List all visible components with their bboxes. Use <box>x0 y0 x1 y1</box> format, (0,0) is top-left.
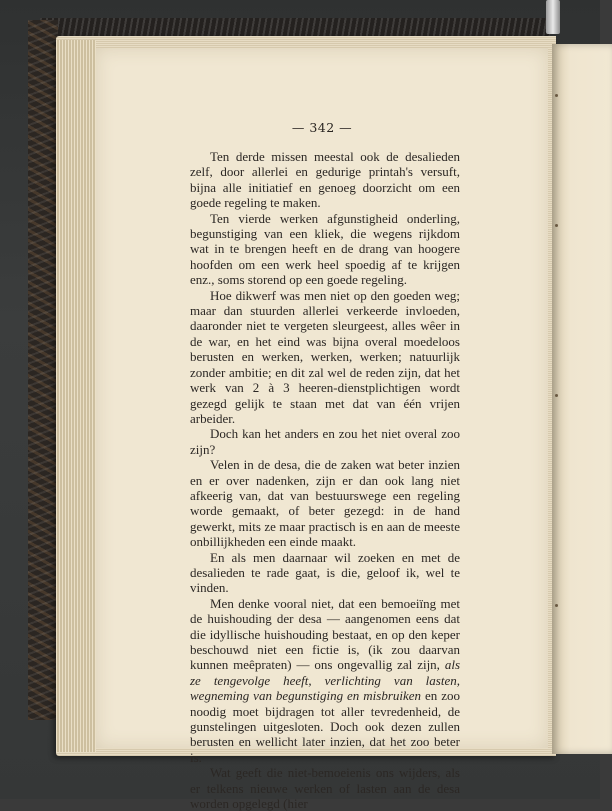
paragraph-italic-text: als ze tengevolge heeft, verlichting van lasten, wegneming van begunstiging en misbruiken <box>190 657 460 704</box>
page-speck <box>555 94 558 97</box>
binder-clip <box>546 0 560 34</box>
paragraph: Ten derde missen meestal ook de desalieden zelf, door allerlei en gedurige printah's versuft, bijna alle initiatief en genoeg doorzicht om een goede regeling te maken. <box>190 149 460 211</box>
paragraph <box>190 596 460 765</box>
book-page <box>96 48 548 811</box>
paragraph-text: en zoo noodig moet bijdragen tot aller tevredenheid, de gunstelingen uitgesloten. Doch ook dezen zullen berusten en wellicht later inzien, dat het zoo beter is. <box>190 688 460 765</box>
paragraph: Hoe dikwerf was men niet op den goeden weg; maar dan stuurden allerlei verkeerde invloeden, daaronder niet te vergeten sleurgeest, alles wêer in de war, en het eind was bijna overal moedeloos berusten en werken, werken, werken; natuurlijk zonder ambitie; en dit zal wel de reden zijn, dat het werk van 2 à 3 heeren-dienstplichtigen wordt gezegd gelijk te staan met dat van één vrijen arbeider. <box>190 287 460 426</box>
paragraph: Ten vierde werken afgunstigheid onderling, begunstiging van een kliek, die wegens rijkdom wat in te brengen heeft en de drang van hoogere hoofden om een werk heel spoedig af te krijgen enz., soms storend op een goede regeling. <box>190 210 460 288</box>
facing-page <box>552 44 612 754</box>
page-number: — 342 — <box>291 120 353 135</box>
paragraph: Wat geeft die niet-bemoeienis ons wijders, als er telkens nieuwe werken of lasten aan de desa worden opgelegd (hier <box>190 765 460 811</box>
paragraph: Velen in de desa, die de zaken wat beter inzien en er over nadenken, zijn er dan ook lang niet afkeerig van, dat van bestuurswege een regeling worde gemaakt, of beter gezegd: in de hand gewerkt, mits ze maar practisch is en aan de meeste onbillijkheden een einde maakt. <box>190 457 460 550</box>
paragraph-text: Men denke vooral niet, dat een bemoeiïng met de huishouding der desa — aangenomen eens dat die idyllische huishouding bestaat, en op den keper beschouwd niet een fictie is, (ik zou daarvan kunnen meêpraten) — ons ongevallig zal zijn, <box>190 595 460 673</box>
book-cover-marbled <box>28 20 58 720</box>
paragraph: Doch kan het anders en zou het niet overal zoo zijn? <box>190 426 460 457</box>
page-speck <box>555 394 558 397</box>
page-speck <box>555 224 558 227</box>
body-text <box>190 149 460 811</box>
page-speck <box>555 604 558 607</box>
paragraph: En als men daarnaar wil zoeken en met de desalieden te rade gaat, is die, geloof ik, wel te vinden. <box>190 549 460 596</box>
page-edges-left <box>56 40 96 752</box>
